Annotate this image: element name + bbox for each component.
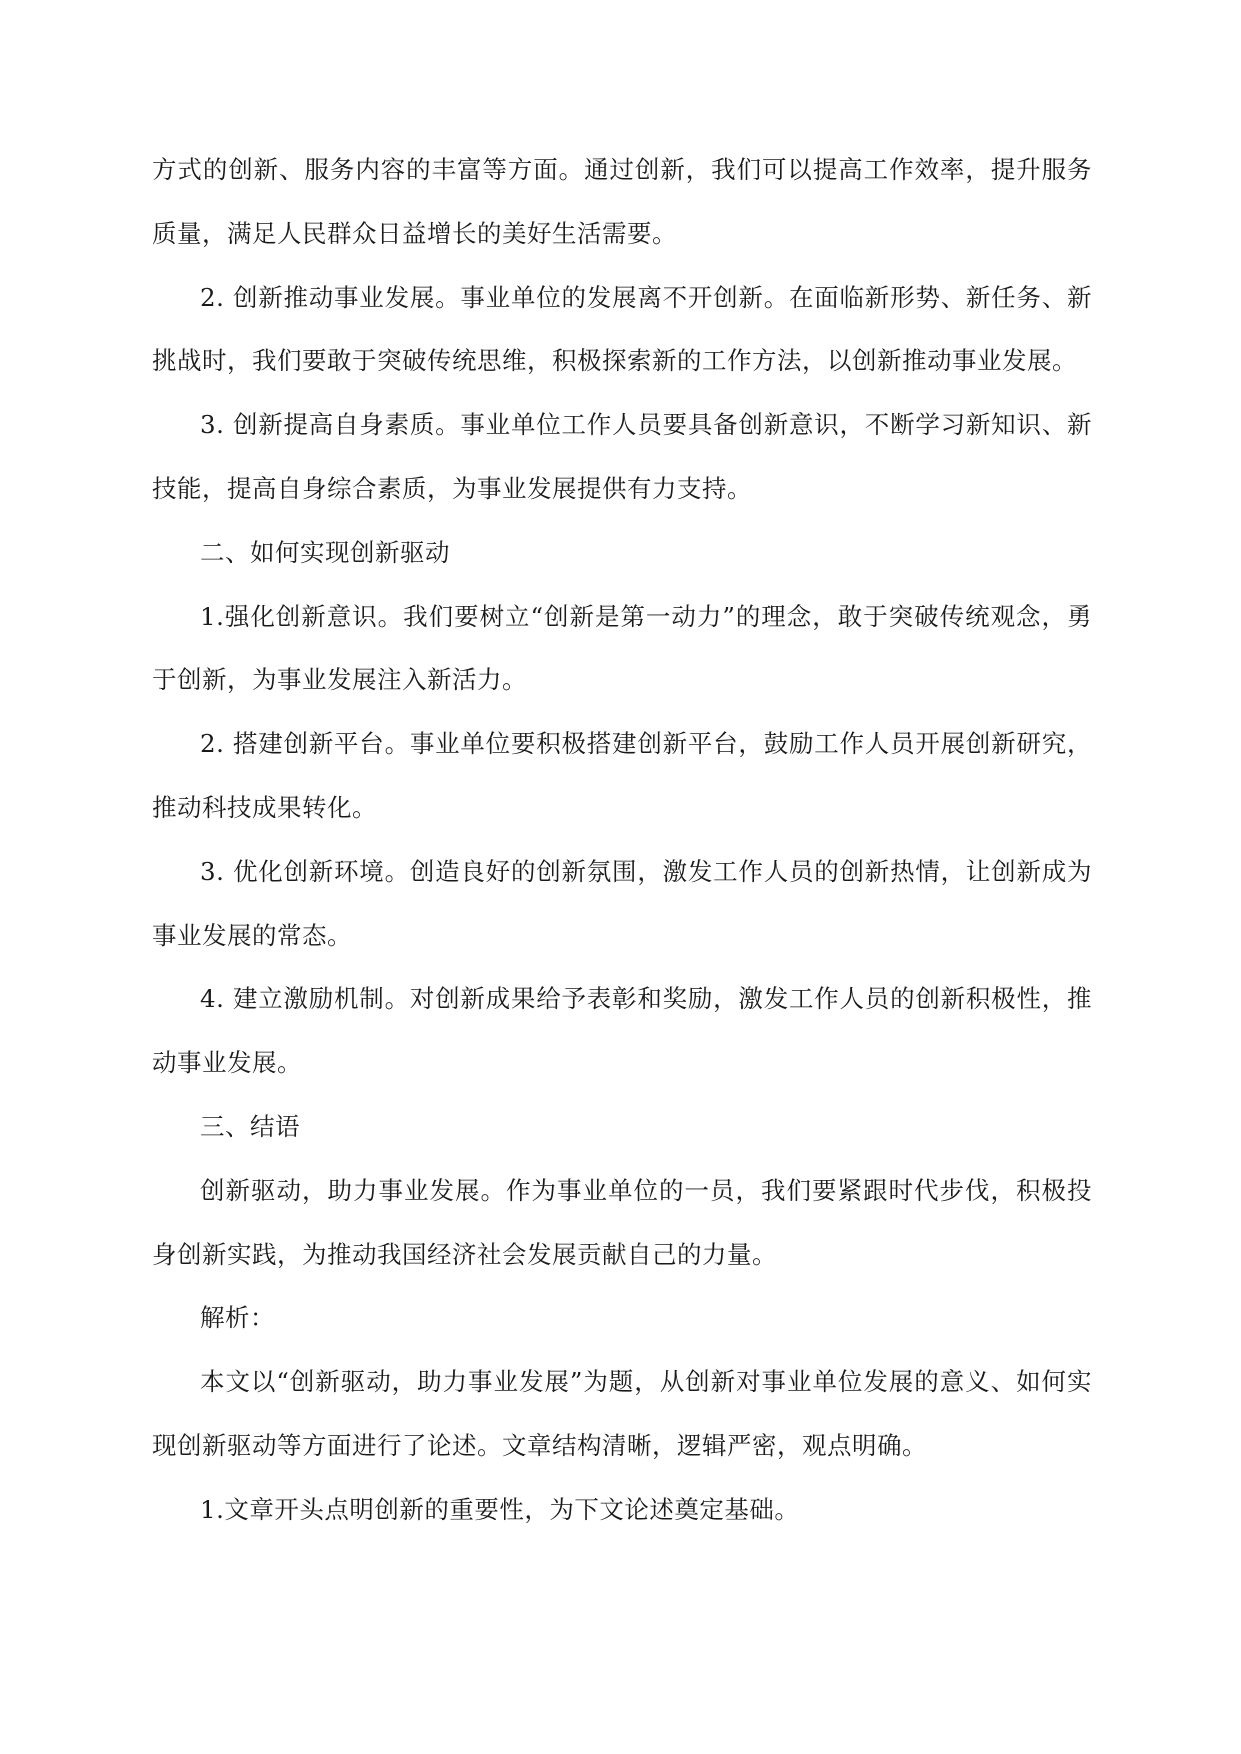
section-heading-3: 三、结语 [200,1111,300,1141]
paragraph-analysis: 本文以“创新驱动，助力事业发展”为题，从创新对事业单位发展的意义、如何实现创新驱动等方面进行了论述。文章结构清晰，逻辑严密，观点明确。 [152,1367,1092,1460]
paragraph-conclusion: 创新驱动，助力事业发展。作为事业单位的一员，我们要紧跟时代步伐，积极投身创新实践，为推动我国经济社会发展贡献自己的力量。 [152,1175,1092,1269]
paragraph-analysis-point-1: 1.文章开头点明创新的重要性，为下文论述奠定基础。 [200,1494,800,1524]
paragraph-method-3: 3. 优化创新环境。创造良好的创新氛围，激发工作人员的创新热情，让创新成为事业发展的常态。 [152,856,1092,950]
paragraph-continuation: 方式的创新、服务内容的丰富等方面。通过创新，我们可以提高工作效率，提升服务质量，满足人民群众日益增长的美好生活需要。 [152,155,1092,248]
section-heading-2: 二、如何实现创新驱动 [200,537,450,567]
paragraph-method-1: 1.强化创新意识。我们要树立“创新是第一动力”的理念，敢于突破传统观念，勇于创新，为事业发展注入新活力。 [152,601,1092,695]
paragraph-method-4: 4. 建立激励机制。对创新成果给予表彰和奖励，激发工作人员的创新积极性，推动事业发展。 [152,984,1092,1078]
analysis-heading: 解析： [200,1303,275,1333]
paragraph-point-2: 2. 创新推动事业发展。事业单位的发展离不开创新。在面临新形势、新任务、新挑战时，我们要敢于突破传统思维，积极探索新的工作方法，以创新推动事业发展。 [152,282,1092,376]
document-body [152,138,1092,1542]
paragraph-point-3: 3. 创新提高自身素质。事业单位工作人员要具备创新意识，不断学习新知识、新技能，提高自身综合素质，为事业发展提供有力支持。 [152,410,1092,503]
paragraph-method-2: 2. 搭建创新平台。事业单位要积极搭建创新平台，鼓励工作人员开展创新研究，推动科技成果转化。 [152,729,1092,822]
